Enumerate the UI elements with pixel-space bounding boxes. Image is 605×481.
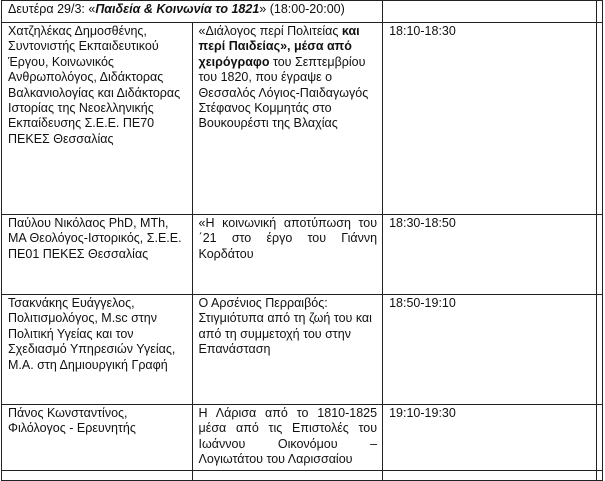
time-cell-empty bbox=[383, 1, 597, 23]
session-header-row bbox=[2, 1, 603, 23]
speaker-cell: Παύλου Νικόλαος PhD, MTh, MA Θεολόγος-Ιστορικός, Σ.Ε.Ε. ΠΕ01 ΠΕΚΕΣ Θεσσαλίας bbox=[2, 215, 193, 295]
table-row bbox=[2, 23, 603, 215]
edge-cell bbox=[596, 295, 602, 405]
table-row bbox=[2, 295, 603, 405]
program-table bbox=[1, 0, 603, 481]
edge-cell bbox=[596, 470, 602, 480]
talk-title-cell bbox=[192, 23, 383, 215]
talk-title-cell: Η Λάρισα από το 1810-1825 μέσα από τις Επιστολές του Ιωάννου Οικονόμου – Λογιωτάτου του Λαρισσαίου bbox=[192, 405, 383, 471]
time-cell: 18:50-19:10 bbox=[383, 295, 597, 405]
table-row bbox=[2, 215, 603, 295]
empty-cell bbox=[192, 470, 383, 480]
edge-cell bbox=[596, 23, 602, 215]
table-row-empty bbox=[2, 470, 603, 480]
header-suffix: » (18:00-20:00) bbox=[259, 2, 345, 16]
talk-title-cell: «Η κοινωνική αποτύπωση του ΄21 στο έργο του Γιάννη Κορδάτου bbox=[192, 215, 383, 295]
talk-title-part: «Διάλογος περί Πολιτείας bbox=[198, 24, 342, 38]
speaker-cell: Τσακνάκης Ευάγγελος, Πολιτισμολόγος, M.sc στην Πολιτική Υγείας και τον Σχεδιασμό Υπηρεσιών Υγείας, Μ.Α. στη Δημιουργική Γραφή bbox=[2, 295, 193, 405]
empty-cell bbox=[2, 470, 193, 480]
speaker-cell: Χατζηλέκας Δημοσθένης, Συντονιστής Εκπαιδευτικού Έργου, Κοινωνικός Ανθρωπολόγος, Διδάκτορας Βαλκανιολογίας και Διδάκτορας Ιστορίας της Νεοελληνικής Εκπαίδευσης Σ.Ε.Ε. ΠΕ70 ΠΕΚΕΣ Θεσσαλίας bbox=[2, 23, 193, 215]
talk-title-part: του Σεπτεμβρίου του 1820, που έγραψε ο Θεσσαλός Λόγιος-Παιδαγωγός Στέφανος Κομμητάς στο Βουκουρέστι της Βλαχίας bbox=[198, 54, 369, 131]
session-header bbox=[2, 1, 383, 23]
talk-title-bold: και περί Παιδείας», μέσα από χειρόγραφο bbox=[198, 24, 360, 69]
talk-title-cell: Ο Αρσένιος Περραιβός: Στιγμιότυπα από τη ζωή του και από τη συμμετοχή του στην Επανάσταση bbox=[192, 295, 383, 405]
session-title: Παιδεία & Κοινωνία το 1821 bbox=[95, 2, 260, 16]
edge-cell bbox=[596, 1, 602, 23]
time-cell: 18:30-18:50 bbox=[383, 215, 597, 295]
header-prefix: Δευτέρα 29/3: « bbox=[8, 2, 96, 16]
edge-cell bbox=[596, 405, 602, 471]
speaker-cell: Πάνος Κωνσταντίνος, Φιλόλογος - Ερευνητής bbox=[2, 405, 193, 471]
empty-cell bbox=[383, 470, 597, 480]
time-cell: 19:10-19:30 bbox=[383, 405, 597, 471]
table-row bbox=[2, 405, 603, 471]
edge-cell bbox=[596, 215, 602, 295]
time-cell: 18:10-18:30 bbox=[383, 23, 597, 215]
